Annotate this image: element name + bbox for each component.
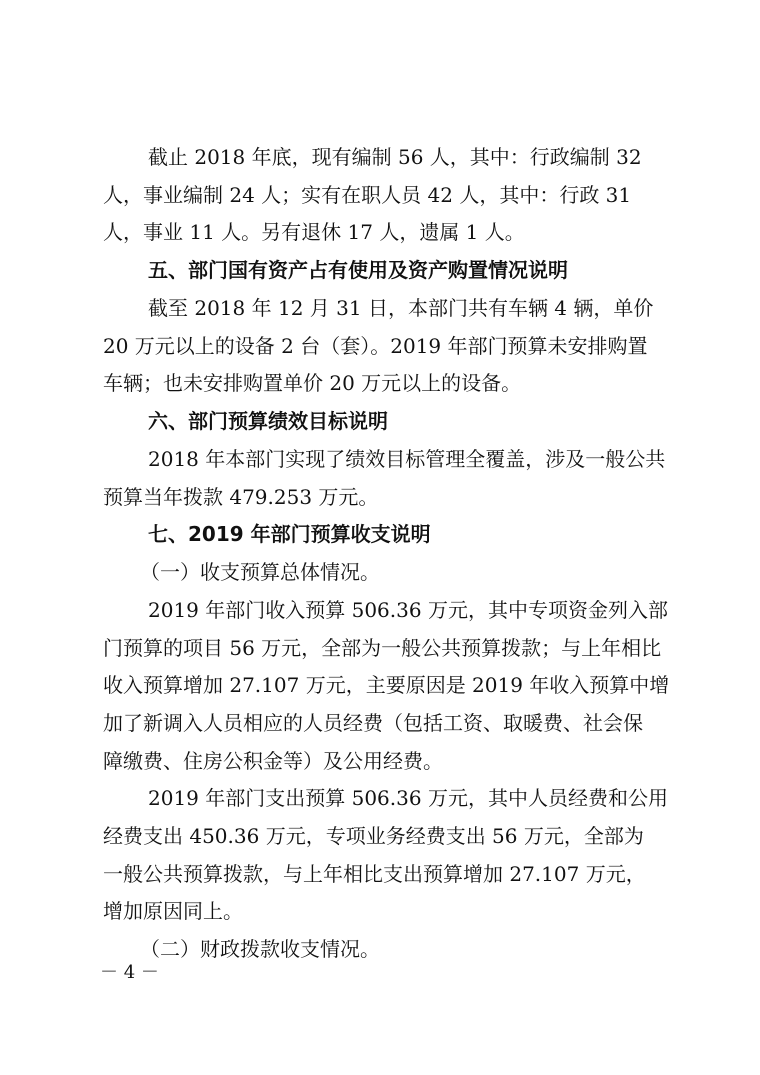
text-line: 经费支出 450.36 万元，专项业务经费支出 56 万元，全部为 [103, 824, 644, 848]
paragraph-income-line-1 [0, 590, 760, 630]
paragraph-performance-line-2 [0, 477, 760, 517]
section-heading-5 [0, 250, 760, 290]
text-line: 障缴费、住房公积金等）及公用经费。 [103, 749, 443, 773]
text-line: 人，事业 11 人。另有退休 17 人，遗属 1 人。 [103, 220, 525, 244]
text-line: 20 万元以上的设备 2 台（套）。2019 年部门预算未安排购置 [103, 334, 648, 358]
heading-text: 七、2019 年部门预算收支说明 [148, 522, 431, 546]
heading-text: 五、部门国有资产占有使用及资产购置情况说明 [148, 258, 568, 282]
text-line: 预算当年拨款 479.253 万元。 [103, 485, 379, 509]
paragraph-assets-line-2 [0, 326, 760, 366]
paragraph-income-line-2 [0, 628, 760, 668]
paragraph-performance-line-1 [0, 439, 760, 479]
page-number: － 4 － [100, 962, 159, 983]
paragraph-staffing-line-1 [0, 137, 760, 177]
paragraph-staffing-line-2 [0, 175, 760, 215]
text-line: 截至 2018 年 12 月 31 日，本部门共有车辆 4 辆，单价 [148, 296, 654, 320]
text-line: （一）收支预算总体情况。 [140, 560, 380, 584]
section-heading-7 [0, 514, 760, 554]
paragraph-income-line-4 [0, 703, 760, 743]
subsection-heading-1 [0, 552, 760, 592]
text-line: 门预算的项目 56 万元，全部为一般公共预算拨款；与上年相比 [103, 636, 662, 660]
paragraph-assets-line-1 [0, 288, 760, 328]
text-line: 车辆；也未安排购置单价 20 万元以上的设备。 [103, 371, 522, 395]
text-line: 2019 年部门支出预算 506.36 万元，其中人员经费和公用 [148, 786, 668, 810]
text-line: 2019 年部门收入预算 506.36 万元，其中专项资金列入部 [148, 598, 668, 622]
text-line: 人，事业编制 24 人；实有在职人员 42 人，其中：行政 31 [103, 183, 632, 207]
paragraph-expense-line-2 [0, 816, 760, 856]
section-heading-6 [0, 401, 760, 441]
text-line: （二）财政拨款收支情况。 [140, 937, 380, 961]
heading-text: 六、部门预算绩效目标说明 [148, 409, 388, 433]
text-line: 一般公共预算拨款，与上年相比支出预算增加 27.107 万元， [103, 862, 646, 886]
text-line: 2018 年本部门实现了绩效目标管理全覆盖，涉及一般公共 [148, 447, 666, 471]
paragraph-staffing-line-3 [0, 212, 760, 252]
paragraph-expense-line-1 [0, 778, 760, 818]
text-line: 加了新调入人员相应的人员经费（包括工资、取暖费、社会保 [103, 711, 643, 735]
text-line: 截止 2018 年底，现有编制 56 人，其中：行政编制 32 [148, 145, 642, 169]
paragraph-expense-line-4 [0, 891, 760, 931]
paragraph-expense-line-3 [0, 854, 760, 894]
paragraph-assets-line-3 [0, 363, 760, 403]
paragraph-income-line-3 [0, 665, 760, 705]
paragraph-income-line-5 [0, 741, 760, 781]
text-line: 收入预算增加 27.107 万元，主要原因是 2019 年收入预算中增 [103, 673, 670, 697]
text-line: 增加原因同上。 [103, 899, 243, 923]
